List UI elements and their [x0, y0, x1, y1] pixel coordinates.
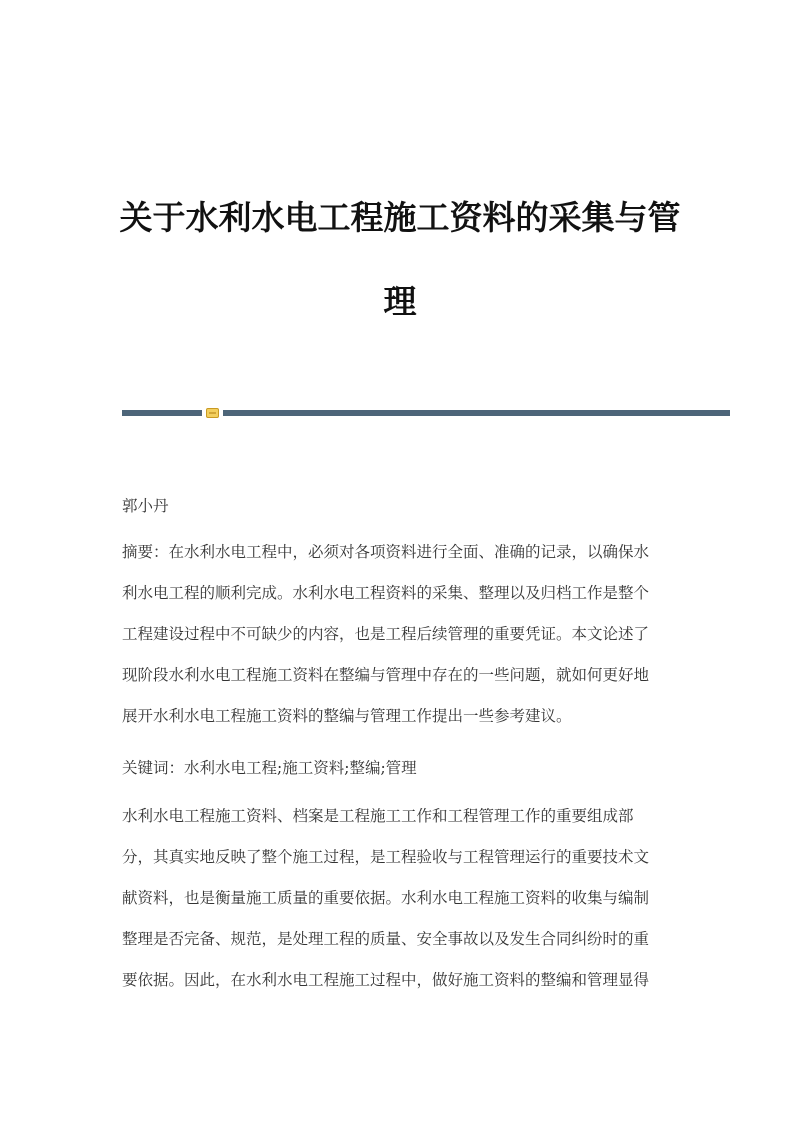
body-line: 分，其真实地反映了整个施工过程，是工程验收与工程管理运行的重要技术文	[122, 848, 650, 866]
document-title-line-1: 关于水利水电工程施工资料的采集与管	[119, 198, 681, 237]
divider-ornament-icon	[206, 408, 219, 418]
abstract-line: 工程建设过程中不可缺少的内容，也是工程后续管理的重要凭证。本文论述了	[122, 625, 650, 643]
body-line: 水利水电工程施工资料、档案是工程施工工作和工程管理工作的重要组成部	[122, 807, 634, 825]
document-title-line-2: 理	[383, 282, 417, 321]
abstract-line: 摘要：在水利水电工程中，必须对各项资料进行全面、准确的记录，以确保水	[122, 543, 650, 561]
keywords: 关键词：水利水电工程;施工资料;整编;管理	[122, 759, 417, 777]
title-divider	[122, 409, 730, 417]
divider-bar-right	[223, 410, 730, 416]
author-name: 郭小丹	[122, 497, 169, 515]
abstract-line: 利水电工程的顺利完成。水利水电工程资料的采集、整理以及归档工作是整个	[122, 584, 650, 602]
abstract-line: 现阶段水利水电工程施工资料在整编与管理中存在的一些问题，就如何更好地	[122, 666, 650, 684]
body-line: 整理是否完备、规范，是处理工程的质量、安全事故以及发生合同纠纷时的重	[122, 930, 650, 948]
body-line: 献资料，也是衡量施工质量的重要依据。水利水电工程施工资料的收集与编制	[122, 889, 650, 907]
body-line: 要依据。因此，在水利水电工程施工过程中，做好施工资料的整编和管理显得	[122, 971, 650, 989]
divider-bar-left	[122, 410, 202, 416]
abstract-line: 展开水利水电工程施工资料的整编与管理工作提出一些参考建议。	[122, 707, 572, 725]
